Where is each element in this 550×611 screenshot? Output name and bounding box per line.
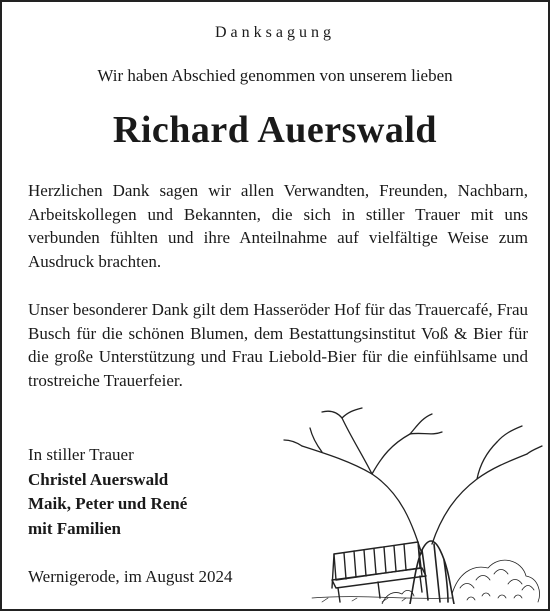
- mourner-name: Christel Auerswald: [28, 469, 169, 489]
- thanks-paragraph-special: Unser besonderer Dank gilt dem Hasseröder Hof für das Trauercafé, Frau Busch für die schönen Blumen, dem Bestattungsinstitut Voß & Bier für die große Unterstützung und Frau Liebold-Bier für die einfühlsame und trostreiche Trauerfeier.: [28, 300, 528, 390]
- deceased-name: Richard Auerswald: [112, 109, 438, 151]
- mourner-name: mit Familien: [28, 518, 122, 538]
- place-and-date: Wernigerode, im August 2024: [28, 567, 233, 586]
- signature-block: [28, 443, 187, 541]
- notice-heading: Danksagung: [215, 24, 335, 41]
- mourning-lead: In stiller Trauer: [28, 445, 134, 464]
- mourner-name: Maik, Peter und René: [28, 494, 188, 513]
- tree-and-bench-drawing: [282, 404, 544, 604]
- intro-line: Wir haben Abschied genommen von unserem lieben: [97, 66, 453, 85]
- thanks-paragraph-general: Herzlichen Dank sagen wir allen Verwandten, Freunden, Nachbarn, Arbeitskollegen und Bekannten, die sich in stiller Trauer mit uns verbunden fühlten und ihre Anteilnahme auf vielfältige Weise zum Ausdruck brachten.: [28, 181, 528, 271]
